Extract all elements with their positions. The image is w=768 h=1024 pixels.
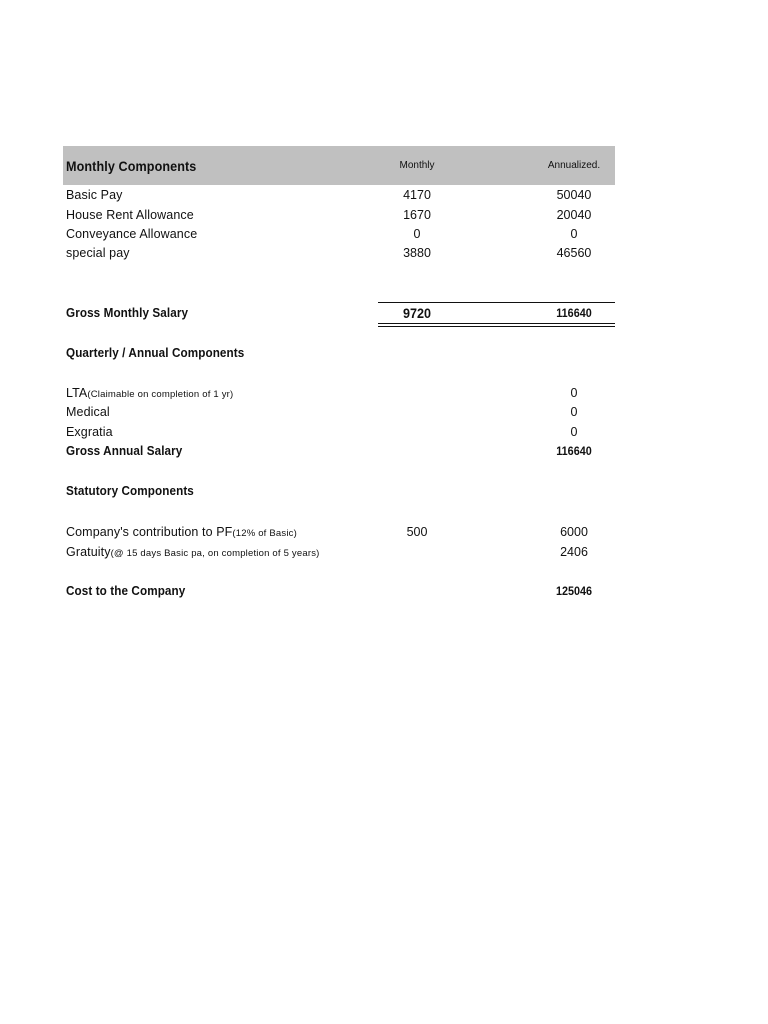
ctc-value: 125046 xyxy=(555,584,593,598)
ctc-label: Cost to the Company xyxy=(66,583,186,598)
gross-annual-label: Gross Annual Salary xyxy=(66,443,183,458)
section-heading xyxy=(63,343,615,363)
row-note: (12% of Basic) xyxy=(232,528,297,539)
row-annual: 0 xyxy=(570,227,578,241)
table-row xyxy=(63,205,615,225)
total-double-border-1 xyxy=(378,323,615,324)
row-annual: 2406 xyxy=(560,545,588,559)
row-note: (@ 15 days Basic pa, on completion of 5 years) xyxy=(110,548,320,559)
header-monthly: Monthly xyxy=(399,160,435,171)
gross-monthly-label: Gross Monthly Salary xyxy=(66,305,189,320)
row-label: Gratuity(@ 15 days Basic pa, on completion of 5 years) xyxy=(66,545,320,559)
header-annualized: Annualized. xyxy=(547,160,601,171)
row-annual: 0 xyxy=(570,425,578,439)
gross-monthly-row xyxy=(63,303,615,323)
row-label: LTA(Claimable on completion of 1 yr) xyxy=(66,386,234,400)
row-monthly: 4170 xyxy=(403,188,431,202)
row-monthly: 0 xyxy=(413,227,421,241)
gross-monthly-value: 9720 xyxy=(402,305,432,321)
statutory-title: Statutory Components xyxy=(66,483,194,498)
row-annual: 0 xyxy=(570,386,578,400)
row-label: special pay xyxy=(66,246,130,260)
gross-annual-value: 116640 xyxy=(556,306,592,320)
row-annual: 50040 xyxy=(556,188,592,202)
row-monthly: 1670 xyxy=(403,208,431,222)
table-header xyxy=(63,146,615,185)
row-label: Medical xyxy=(66,405,110,419)
row-monthly: 3880 xyxy=(403,246,431,260)
header-title: Monthly Components xyxy=(66,158,197,174)
quarterly-title: Quarterly / Annual Components xyxy=(66,345,245,360)
row-annual: 46560 xyxy=(556,246,592,260)
section-heading xyxy=(63,481,615,501)
table-row xyxy=(63,542,615,562)
row-annual: 20040 xyxy=(556,208,592,222)
table-row xyxy=(63,522,615,542)
row-note: (Claimable on completion of 1 yr) xyxy=(87,389,234,400)
table-row xyxy=(63,383,615,403)
row-label: Conveyance Allowance xyxy=(66,227,198,241)
row-label: Company's contribution to PF(12% of Basic) xyxy=(66,525,297,539)
table-row xyxy=(63,185,615,205)
row-annual: 0 xyxy=(570,405,578,419)
row-annual: 6000 xyxy=(560,525,588,539)
gross-annual-row xyxy=(63,441,615,461)
row-label: House Rent Allowance xyxy=(66,208,194,222)
table-row xyxy=(63,243,615,263)
table-row xyxy=(63,402,615,422)
total-double-border-2 xyxy=(378,326,615,327)
table-row xyxy=(63,422,615,442)
gross-annual-total: 116640 xyxy=(556,444,592,458)
ctc-row xyxy=(63,581,615,601)
row-monthly: 500 xyxy=(406,525,428,539)
table-row xyxy=(63,224,615,244)
row-label: Exgratia xyxy=(66,425,113,439)
row-label: Basic Pay xyxy=(66,188,123,202)
